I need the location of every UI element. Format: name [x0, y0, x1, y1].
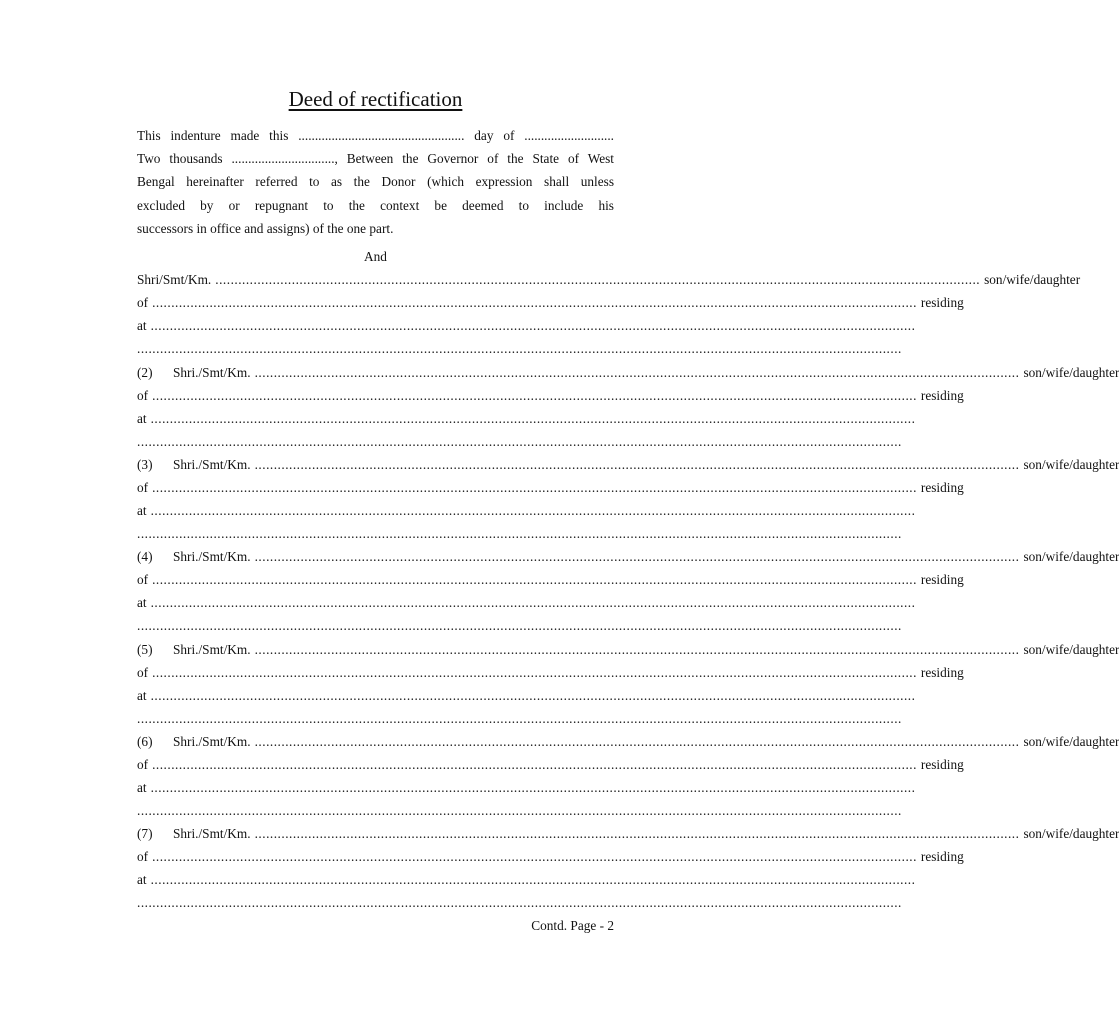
blank-name-field[interactable]: ........................................................................................................................................................................................................ [254, 549, 1020, 565]
party-address-line-2 [137, 522, 902, 545]
party-name-line [137, 730, 1119, 753]
party-at-line [137, 776, 916, 799]
blank-name-field[interactable]: ........................................................................................................................................................................................................ [254, 365, 1020, 380]
party-heading [137, 453, 251, 476]
party-prefix: Shri./Smt/Km. [173, 365, 251, 380]
party-prefix: Shri./Smt/Km. [173, 641, 251, 657]
blank-parent-field[interactable]: ........................................................................................................................................................................................................ [152, 295, 917, 310]
at-label: at [137, 503, 147, 519]
party-address-line-2 [137, 614, 902, 637]
party-at-line [137, 868, 916, 891]
blank-parent-field[interactable]: ........................................................................................................................................................................................................ [152, 388, 917, 403]
blank-address-field-2[interactable]: ........................................................................................................................................................................................................ [137, 895, 902, 910]
at-label: at [137, 687, 147, 703]
of-label: of [137, 388, 149, 403]
party-relation: son/wife/daughter [1023, 826, 1119, 841]
party-of-line [137, 845, 964, 868]
of-label: of [137, 756, 149, 772]
blank-name-field[interactable]: ........................................................................................................................................................................................................ [254, 826, 1020, 841]
party-at-line [137, 407, 916, 430]
blank-address-field-2[interactable]: ........................................................................................................................................................................................................ [137, 434, 902, 449]
and-label: And [364, 249, 387, 264]
blank-address-field-2[interactable]: ........................................................................................................................................................................................................ [137, 802, 902, 818]
party-heading [137, 638, 251, 661]
party-address-line-2 [137, 799, 902, 822]
document-title: Deed of rectification [288, 87, 463, 111]
of-label: of [137, 664, 149, 680]
residing-label: residing [920, 756, 964, 772]
blank-name-field[interactable]: ........................................................................................................................................................................................................ [254, 457, 1020, 473]
blank-address-field-2[interactable]: ........................................................................................................................................................................................................ [137, 618, 902, 634]
at-label: at [137, 411, 147, 426]
party-number: (3) [137, 457, 153, 473]
party-prefix: Shri./Smt/Km. [173, 733, 251, 749]
blank-parent-field[interactable]: ........................................................................................................................................................................................................ [152, 572, 917, 588]
party-name-line [137, 453, 1119, 476]
party-of-line [137, 568, 964, 591]
party-address-line-2 [137, 891, 902, 914]
party-at-line [137, 499, 916, 522]
party-name-line [137, 822, 1119, 845]
party-1-address-line-2 [137, 337, 902, 360]
blank-address-field-2[interactable]: ........................................................................................................................................................................................................ [137, 341, 902, 356]
party-heading [137, 545, 251, 568]
party-prefix: Shri./Smt/Km. [173, 549, 251, 565]
intro-line: successors in office and assigns) of the one part. [137, 220, 394, 236]
at-label: at [137, 595, 147, 611]
intro-line: excluded by or repugnant to the context be deemed to include his [137, 197, 614, 213]
of-label: of [137, 572, 149, 588]
blank-address-field[interactable]: ........................................................................................................................................................................................................ [150, 503, 916, 519]
party-relation: son/wife/daughter [984, 272, 1081, 287]
residing-label: residing [920, 664, 964, 680]
party-relation: son/wife/daughter [1023, 641, 1119, 657]
blank-address-field[interactable]: ........................................................................................................................................................................................................ [150, 687, 916, 703]
blank-address-field[interactable]: ........................................................................................................................................................................................................ [150, 595, 916, 611]
party-1-at-line [137, 314, 916, 337]
party-name-line [137, 361, 1119, 384]
residing-label: residing [920, 388, 964, 403]
party-heading [137, 361, 251, 384]
blank-name-field[interactable]: ........................................................................................................................................................................................................ [254, 733, 1020, 749]
party-at-line [137, 591, 916, 614]
party-number: (7) [137, 826, 153, 841]
blank-address-field-2[interactable]: ........................................................................................................................................................................................................ [137, 710, 902, 726]
blank-parent-field[interactable]: ........................................................................................................................................................................................................ [152, 756, 917, 772]
at-label: at [137, 779, 147, 795]
party-address-line-2 [137, 430, 902, 453]
party-number: (5) [137, 641, 153, 657]
party-of-line [137, 661, 964, 684]
party-prefix: Shri/Smt/Km. [137, 272, 212, 287]
party-of-line [137, 476, 964, 499]
blank-parent-field[interactable]: ........................................................................................................................................................................................................ [152, 480, 917, 496]
of-label: of [137, 295, 149, 310]
of-label: of [137, 849, 149, 864]
party-relation: son/wife/daughter [1023, 457, 1119, 473]
party-number: (6) [137, 733, 153, 749]
residing-label: residing [920, 480, 964, 496]
party-heading [137, 822, 251, 845]
party-of-line [137, 384, 964, 407]
blank-address-field[interactable]: ........................................................................................................................................................................................................ [150, 872, 916, 887]
blank-address-field[interactable]: ........................................................................................................................................................................................................ [150, 318, 916, 333]
blank-name-field[interactable]: ........................................................................................................................................................................................................ [254, 641, 1020, 657]
blank-parent-field[interactable]: ........................................................................................................................................................................................................ [152, 664, 917, 680]
party-relation: son/wife/daughter [1023, 733, 1119, 749]
party-of-line [137, 753, 964, 776]
intro-line: Bengal hereinafter referred to as the Donor (which expression shall unless [137, 174, 614, 190]
party-number: (4) [137, 549, 153, 565]
intro-line: Two thousands ..............................., Between the Governor of the State of West [137, 151, 614, 167]
at-label: at [137, 872, 147, 887]
intro-line: This indenture made this .................................................. day of ........................... [137, 128, 614, 143]
of-label: of [137, 480, 149, 496]
blank-address-field-2[interactable]: ........................................................................................................................................................................................................ [137, 526, 902, 542]
party-name-line [137, 545, 1119, 568]
residing-label: residing [920, 849, 964, 864]
party-heading [137, 730, 251, 753]
residing-label: residing [920, 295, 964, 310]
blank-name-field[interactable]: ........................................................................................................................................................................................................ [215, 272, 981, 287]
continued-note: Contd. Page - 2 [531, 918, 614, 933]
party-relation: son/wife/daughter [1023, 549, 1119, 565]
blank-address-field[interactable]: ........................................................................................................................................................................................................ [150, 411, 916, 426]
party-address-line-2 [137, 707, 902, 730]
party-relation: son/wife/daughter [1023, 365, 1119, 380]
party-name-line [137, 638, 1119, 661]
party-at-line [137, 684, 916, 707]
residing-label: residing [920, 572, 964, 588]
party-prefix: Shri./Smt/Km. [173, 826, 251, 841]
party-number: (2) [137, 365, 153, 380]
party-1-of-line [137, 291, 964, 314]
party-prefix: Shri./Smt/Km. [173, 457, 251, 473]
at-label: at [137, 318, 147, 333]
blank-address-field[interactable]: ........................................................................................................................................................................................................ [150, 779, 916, 795]
intro-paragraph [137, 124, 614, 240]
party-1-name-line [137, 268, 1081, 291]
blank-parent-field[interactable]: ........................................................................................................................................................................................................ [152, 849, 917, 864]
